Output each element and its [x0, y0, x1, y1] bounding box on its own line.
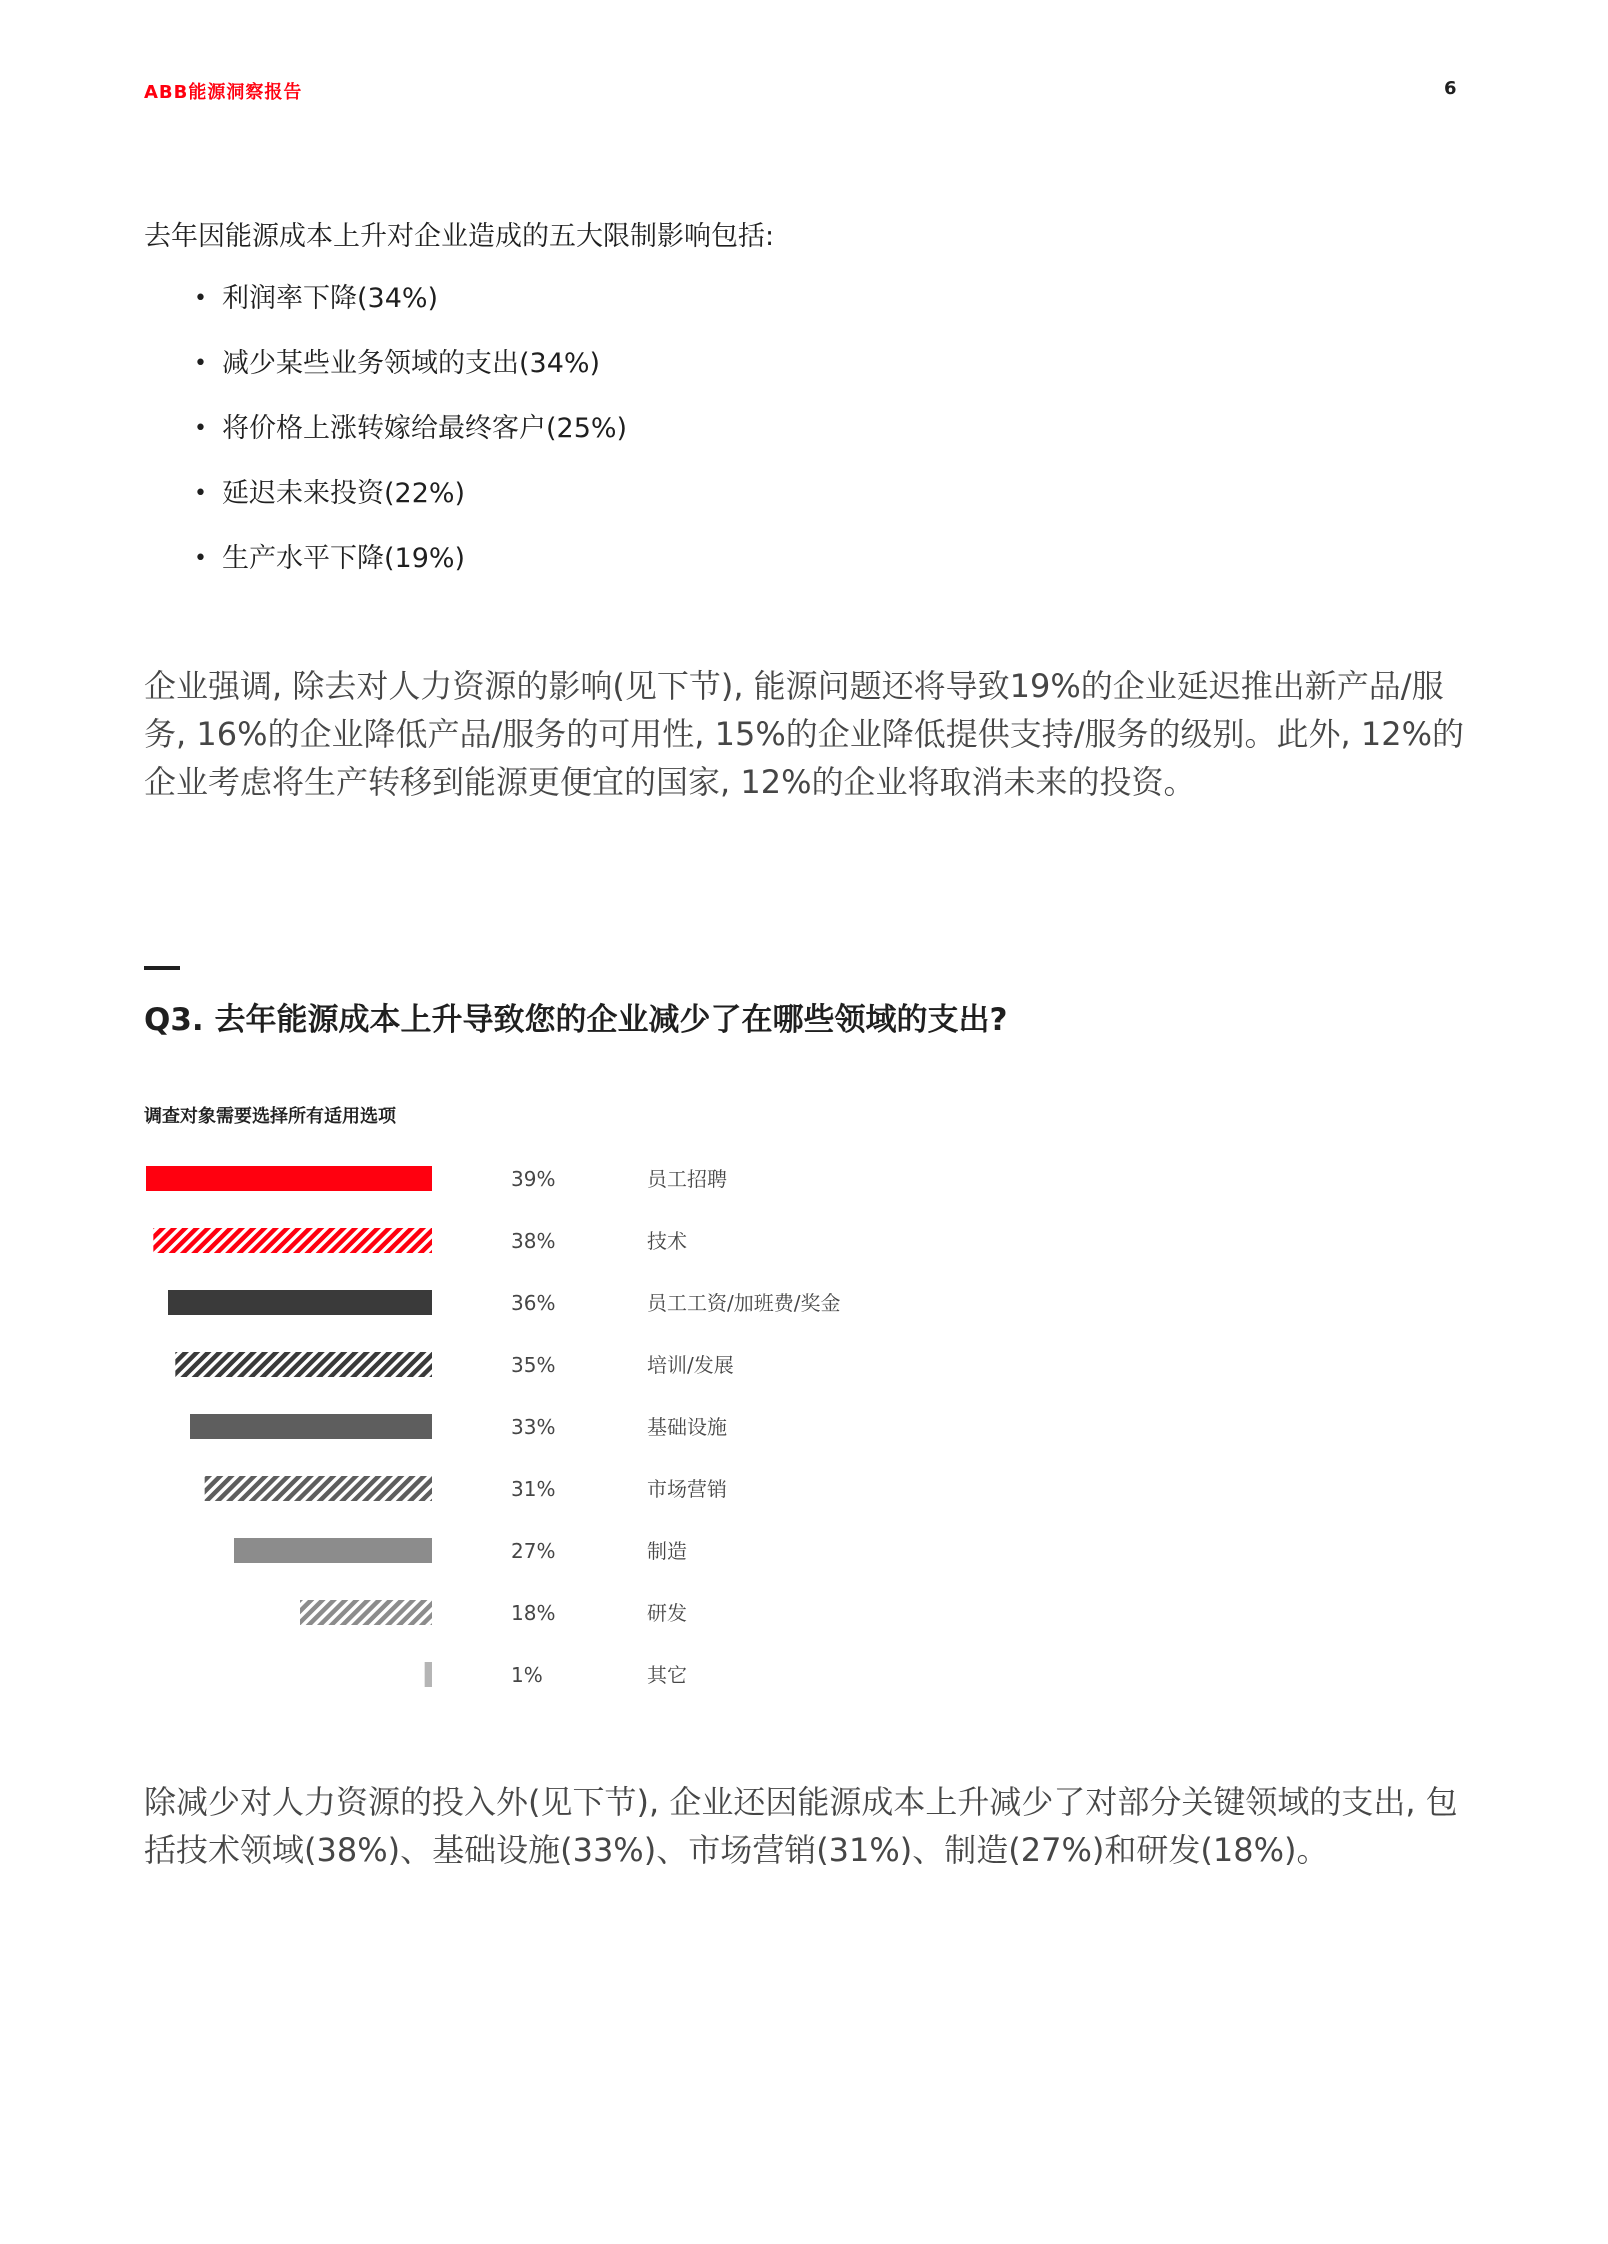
bar-category-label: 研发 [647, 1601, 687, 1625]
bar-category-label: 基础设施 [647, 1415, 727, 1439]
list-item: • 延迟未来投资(22%) [190, 471, 627, 536]
bar-value-label: 38% [511, 1229, 556, 1253]
bar-value-label: 1% [511, 1663, 543, 1687]
bar-1 [146, 1166, 432, 1191]
bar-value-label: 33% [511, 1415, 556, 1439]
impact-list [190, 276, 627, 601]
bar-value-label: 27% [511, 1539, 556, 1563]
bar-9 [425, 1662, 432, 1687]
intro-text: 去年因能源成本上升对企业造成的五大限制影响包括: [144, 221, 775, 252]
bar-category-label: 员工招聘 [647, 1167, 727, 1191]
bar-value-label: 31% [511, 1477, 556, 1501]
page-number: 6 [1444, 78, 1457, 99]
list-item: • 生产水平下降(19%) [190, 536, 627, 601]
bar-category-label: 其它 [647, 1663, 687, 1687]
list-item: • 减少某些业务领域的支出(34%) [190, 341, 627, 406]
bar-category-label: 员工工资/加班费/奖金 [647, 1291, 841, 1315]
bar-category-label: 制造 [647, 1539, 687, 1563]
header-brand: ABB能源洞察报告 [144, 82, 303, 103]
question-note: 调查对象需要选择所有适用选项 [144, 1106, 396, 1127]
bar-4 [175, 1352, 432, 1377]
bar-category-label: 培训/发展 [647, 1353, 734, 1377]
bar-category-label: 技术 [647, 1229, 687, 1253]
list-item: • 利润率下降(34%) [190, 276, 627, 341]
paragraph-1: 企业强调, 除去对人力资源的影响(见下节), 能源问题还将导致19%的企业延迟推出新产品/服务, 16%的企业降低产品/服务的可用性, 15%的企业降低提供支持/服务的级别。此外, 12%的企业考虑将生产转移到能源更便宜的国家, 12%的企业将取消未来的投资。 [144, 667, 1464, 801]
bar-value-label: 36% [511, 1291, 556, 1315]
question-title: Q3. 去年能源成本上升导致您的企业减少了在哪些领域的支出? [144, 1002, 1008, 1038]
bar-2 [153, 1228, 432, 1253]
bar-3 [168, 1290, 432, 1315]
bar-category-label: 市场营销 [647, 1477, 727, 1501]
bar-6 [205, 1476, 432, 1501]
bar-7 [234, 1538, 432, 1563]
bar-value-label: 18% [511, 1601, 556, 1625]
bar-value-label: 39% [511, 1167, 556, 1191]
paragraph-2: 除减少对人力资源的投入外(见下节), 企业还因能源成本上升减少了对部分关键领域的支出, 包括技术领域(38%)、基础设施(33%)、市场营销(31%)、制造(27%)和研发(18%)。 [144, 1783, 1458, 1869]
bar-5 [190, 1414, 432, 1439]
question-divider [144, 966, 180, 970]
list-item: • 将价格上涨转嫁给最终客户(25%) [190, 406, 627, 471]
spending-bar-chart [0, 1150, 1608, 1710]
bar-value-label: 35% [511, 1353, 556, 1377]
bar-8 [300, 1600, 432, 1625]
